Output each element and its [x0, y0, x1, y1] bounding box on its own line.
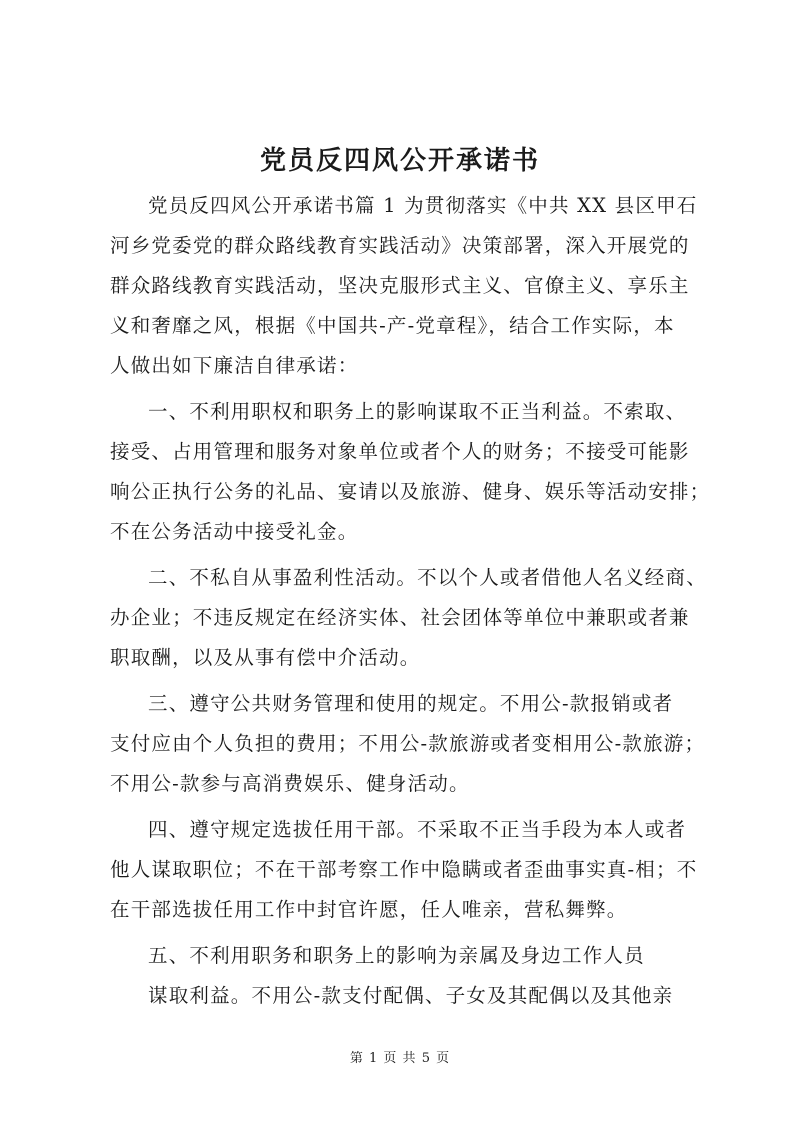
text-line: 不在公务活动中接受礼金。	[110, 520, 359, 543]
document-title: 党员反四风公开承诺书	[259, 146, 540, 176]
text-line: 三、遵守公共财务管理和使用的规定。不用公-款报销或者	[148, 692, 674, 715]
text-line: 义和奢靡之风，根据《中国共-产-党章程》，结合工作实际，本	[110, 314, 675, 337]
text-line: 群众路线教育实践活动，坚决克服形式主义、官僚主义、享乐主	[110, 274, 690, 297]
text-line: 人做出如下廉洁自律承诺：	[110, 354, 359, 377]
text-line: 河乡党委党的群众路线教育实践活动》决策部署，深入开展党的	[110, 234, 690, 257]
text-line: 不用公-款参与高消费娱乐、健身活动。	[110, 772, 470, 795]
text-line: 四、遵守规定选拔任用干部。不采取不正当手段为本人或者	[148, 818, 687, 841]
text-line: 党员反四风公开承诺书篇 1 为贯彻落实《中共 XX 县区甲石	[148, 194, 698, 217]
text-line: 在干部选拔任用工作中封官许愿，任人唯亲，营私舞弊。	[110, 898, 628, 921]
page-number: 第 1 页 共 5 页	[349, 1051, 451, 1066]
text-line: 谋取利益。不用公-款支付配偶、子女及其配偶以及其他亲	[148, 984, 674, 1007]
text-line: 一、不利用职权和职务上的影响谋取不正当利益。不索取、	[148, 400, 687, 423]
text-line: 办企业；不违反规定在经济实体、社会团体等单位中兼职或者兼	[110, 606, 690, 629]
text-line: 接受、占用管理和服务对象单位或者个人的财务；不接受可能影	[110, 440, 690, 463]
text-line: 响公正执行公务的礼品、宴请以及旅游、健身、娱乐等活动安排；	[110, 480, 711, 503]
text-line: 支付应由个人负担的费用；不用公-款旅游或者变相用公-款旅游；	[110, 732, 706, 755]
text-line: 职取酬，以及从事有偿中介活动。	[110, 646, 421, 669]
text-line: 他人谋取职位；不在干部考察工作中隐瞒或者歪曲事实真-相；不	[110, 858, 698, 881]
text-line: 二、不私自从事盈利性活动。不以个人或者借他人名义经商、	[148, 566, 707, 589]
text-line: 五、不利用职务和职务上的影响为亲属及身边工作人员	[148, 944, 645, 967]
